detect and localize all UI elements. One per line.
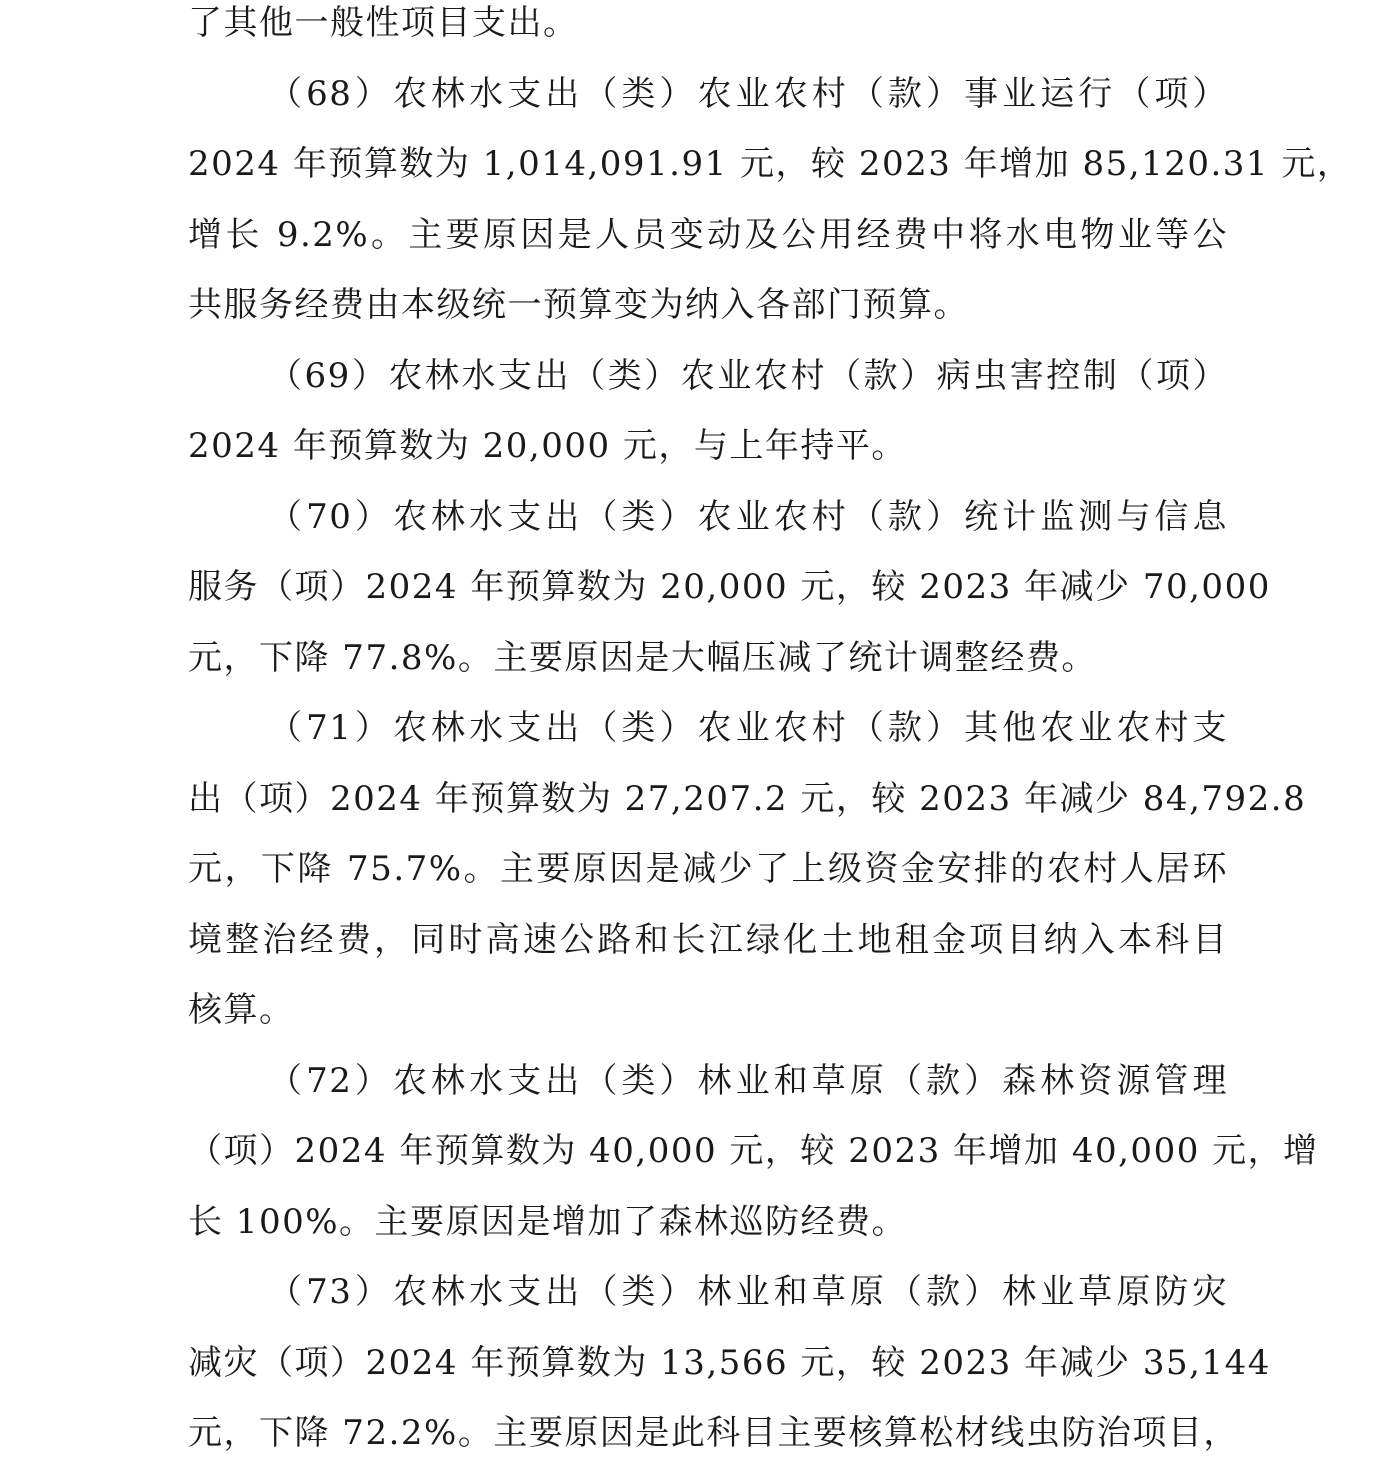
text-line: （69）农林水支出（类）农业农村（款）病虫害控制（项）: [268, 355, 1228, 396]
text-line: 元，下降 75.7%。主要原因是减少了上级资金安排的农村人居环: [188, 849, 1228, 889]
text-line: 减灾（项）2024 年预算数为 13,566 元，较 2023 年减少 35,144: [188, 1342, 1271, 1383]
text-line: （70）农林水支出（类）农业农村（款）统计监测与信息: [268, 496, 1228, 537]
text-line: 增长 9.2%。主要原因是人员变动及公用经费中将水电物业等公: [188, 214, 1228, 255]
text-line: 境整治经费，同时高速公路和长江绿化土地租金项目纳入本科目: [188, 919, 1228, 960]
text-line: （项）2024 年预算数为 40,000 元，较 2023 年增加 40,000 元，增: [188, 1131, 1319, 1171]
text-line: 出（项）2024 年预算数为 27,207.2 元，较 2023 年减少 84,792.8: [188, 778, 1307, 819]
document-page: [188, 0, 1353, 1469]
paragraph-71: [188, 693, 1307, 1046]
paragraph-73: [188, 1257, 1271, 1469]
text-line: 长 100%。主要原因是增加了森林巡防经费。: [188, 1201, 908, 1242]
text-line: （68）农林水支出（类）农业农村（款）事业运行（项）: [268, 73, 1228, 114]
text-line: 共服务经费由本级统一预算变为纳入各部门预算。: [188, 285, 969, 325]
text-line: 核算。: [188, 990, 295, 1030]
text-line: 2024 年预算数为 1,014,091.91 元，较 2023 年增加 85,120.31 元，: [188, 144, 1353, 184]
text-line: （72）农林水支出（类）林业和草原（款）森林资源管理: [268, 1060, 1228, 1101]
text-line: 服务（项）2024 年预算数为 20,000 元，较 2023 年减少 70,000: [188, 567, 1271, 607]
paragraph-70: [188, 482, 1271, 694]
text-line: 元，下降 72.2%。主要原因是此科目主要核算松材线虫防治项目，: [188, 1413, 1239, 1453]
text-line: （73）农林水支出（类）林业和草原（款）林业草原防灾: [268, 1272, 1228, 1312]
paragraph-67-tail: [188, 0, 1228, 59]
paragraph-69: [188, 341, 1228, 482]
text-line: 元，下降 77.8%。主要原因是大幅压减了统计调整经费。: [188, 637, 1097, 678]
paragraph-68: [188, 59, 1353, 341]
text-line: （71）农林水支出（类）农业农村（款）其他农业农村支: [268, 708, 1228, 748]
paragraph-72: [188, 1046, 1319, 1258]
text-line: 2024 年预算数为 20,000 元，与上年持平。: [188, 426, 907, 466]
text-line: 了其他一般性项目支出。: [188, 3, 579, 43]
